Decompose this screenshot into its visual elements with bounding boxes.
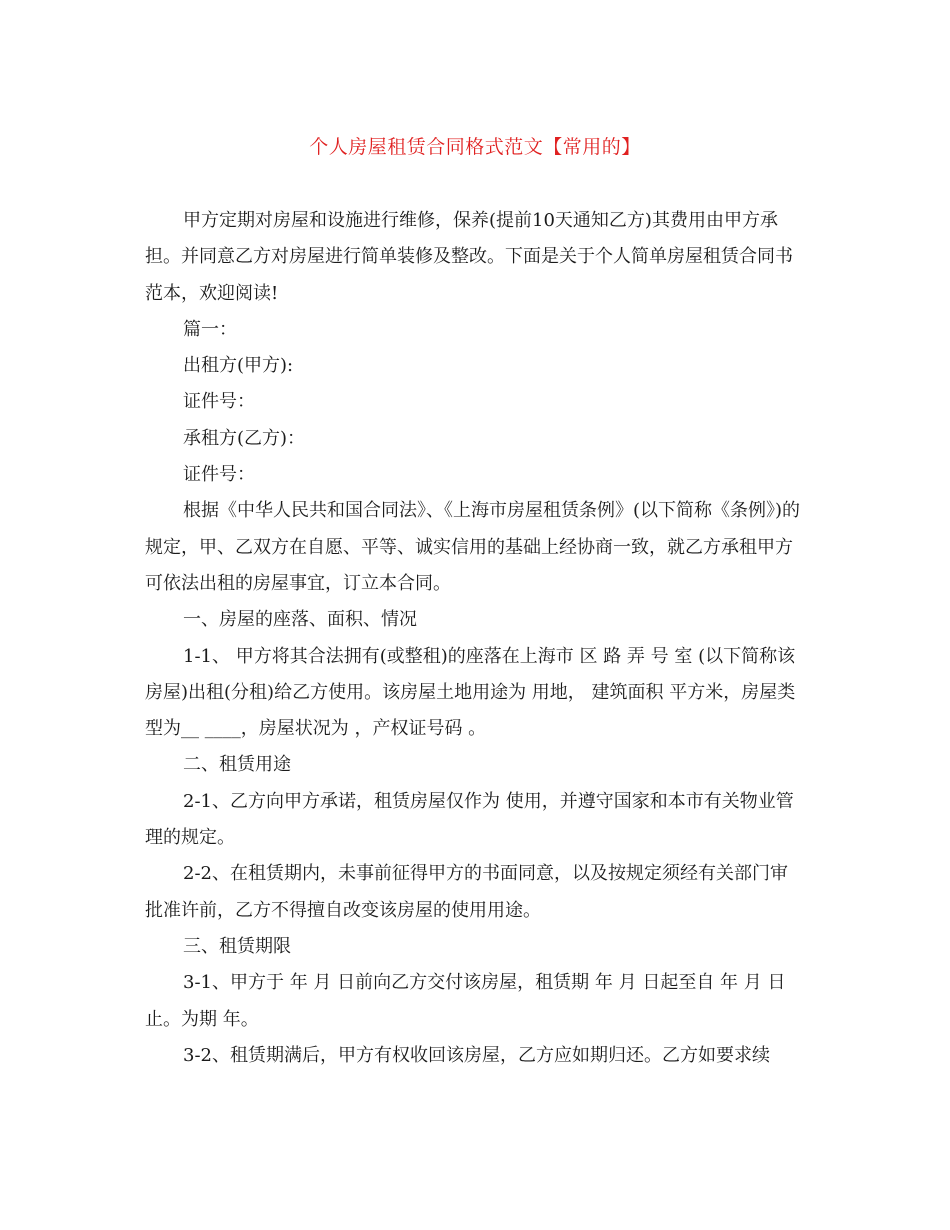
paragraph-lessor-id: 证件号：	[183, 391, 255, 413]
paragraph-lessee: 承租方(乙方)：	[183, 427, 306, 449]
document-title: 个人房屋租赁合同格式范文【常用的】	[309, 136, 641, 158]
paragraph-intro: 甲方定期对房屋和设施进行维修，保养(提前10天通知乙方)其费用由甲方承担。并同意乙方对房屋进行简单装修及整改。下面是关于个人简单房屋租赁合同书范本，欢迎阅读!	[145, 210, 793, 304]
section-heading-2: 二、租赁用途	[183, 754, 291, 776]
paragraph-basis: 根据《中华人民共和国合同法》、《上海市房屋租赁条例》(以下简称《条例》)的规定，甲、乙双方在自愿、平等、诚实信用的基础上经协商一致，就乙方承租甲方可依法出租的房屋事宜，订立本合同。	[145, 500, 801, 594]
paragraph-part-one: 篇一：	[183, 318, 237, 340]
clause-1-1: 1-1、 甲方将其合法拥有(或整租)的座落在上海市 区 路 弄 号 室 (以下简称该房屋)出租(分租)给乙方使用。该房屋土地用途为 用地， 建筑面积 平方米，房屋类型为__ ____，房屋状况为 ，产权证号码 。	[145, 645, 796, 740]
section-heading-1: 一、房屋的座落、面积、情况	[183, 609, 417, 631]
clause-2-1: 2-1、乙方向甲方承诺，租赁房屋仅作为 使用，并遵守国家和本市有关物业管理的规定。	[145, 790, 794, 849]
paragraph-lessor: 出租方(甲方):	[183, 355, 294, 377]
section-heading-3: 三、租赁期限	[183, 935, 291, 957]
document-body	[145, 203, 805, 1074]
clause-2-2: 2-2、在租赁期内，未事前征得甲方的书面同意，以及按规定须经有关部门审批准许前，乙方不得擅自改变该房屋的使用用途。	[145, 863, 788, 921]
paragraph-lessee-id: 证件号：	[183, 464, 255, 486]
clause-3-1: 3-1、甲方于 年 月 日前向乙方交付该房屋，租赁期 年 月 日起至自 年 月 日止。为期 年。	[145, 972, 786, 1030]
clause-3-2: 3-2、租赁期满后，甲方有权收回该房屋，乙方应如期归还。乙方如要求续	[183, 1044, 770, 1066]
